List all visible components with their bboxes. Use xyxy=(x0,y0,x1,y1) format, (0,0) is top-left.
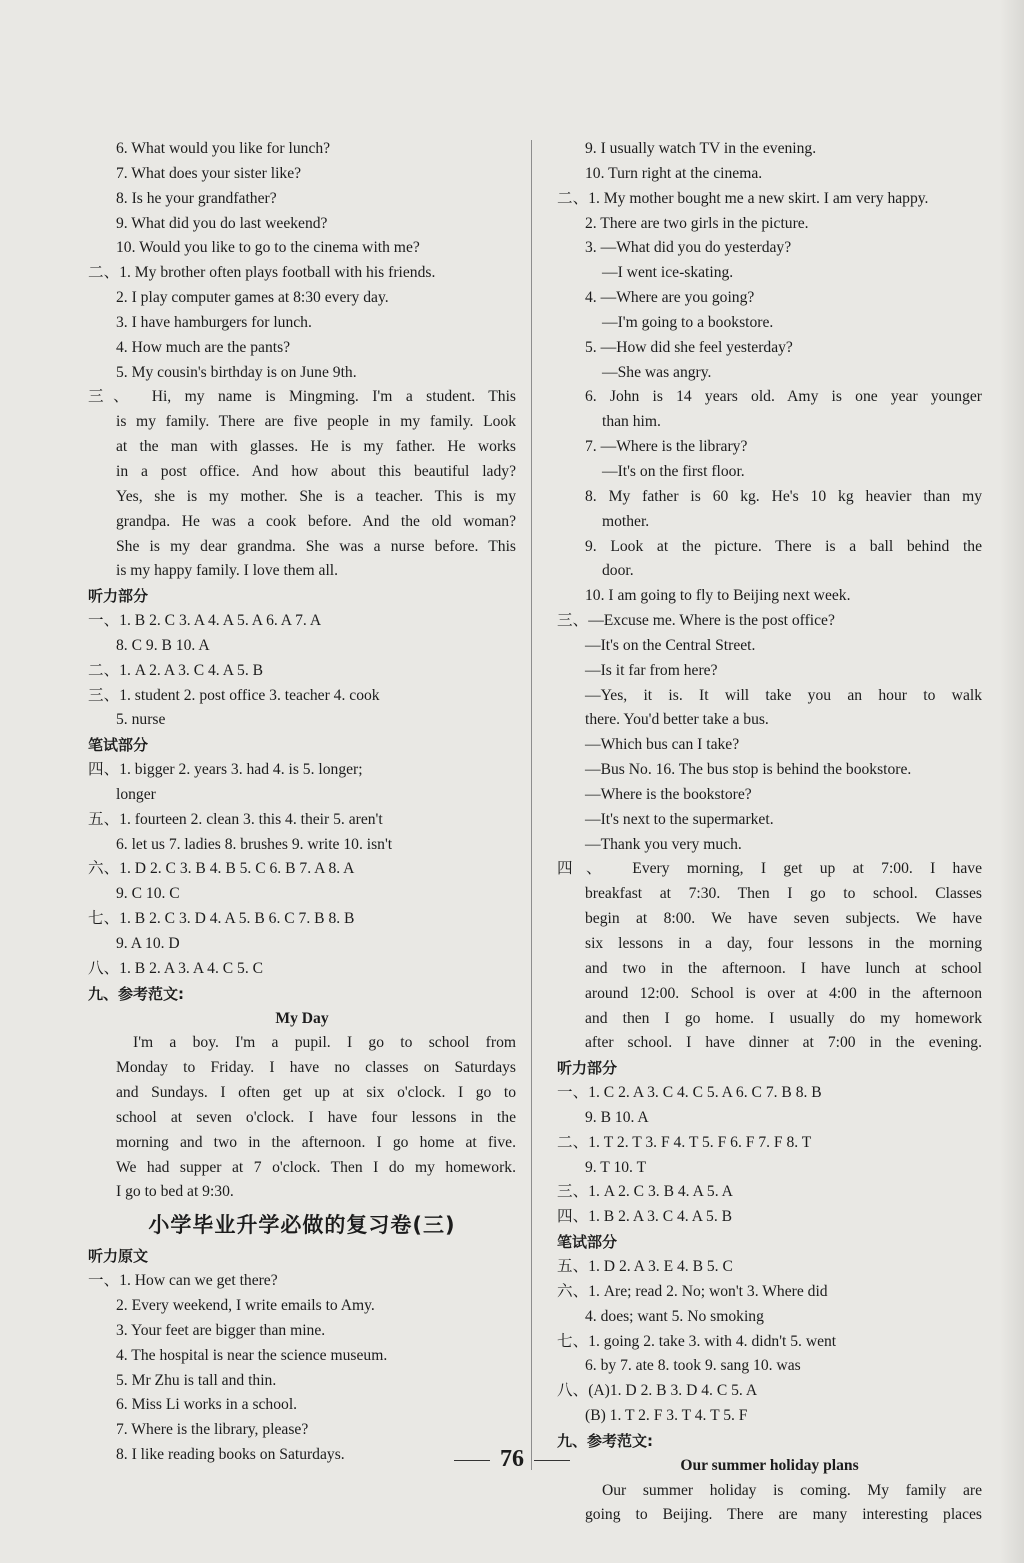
essay-title: My Day xyxy=(275,1009,329,1027)
text-line: I'm a boy. I'm a pupil. I go to school from xyxy=(133,1034,516,1052)
text-line: than him. xyxy=(602,413,661,431)
section-heading: 听力部分 xyxy=(88,587,149,606)
text-line: 三、 Hi, my name is Mingming. I'm a student. This xyxy=(88,388,516,406)
text-line: 8. Is he your grandfather? xyxy=(116,189,277,207)
text-line: 10. Would you like to go to the cinema with me? xyxy=(116,239,420,257)
section-heading: 听力部分 xyxy=(557,1059,618,1078)
page-number-dash-left xyxy=(454,1460,490,1461)
text-line: 四、1. bigger 2. years 3. had 4. is 5. longer; xyxy=(88,761,363,779)
text-line: 一、1. C 2. A 3. C 4. C 5. A 6. C 7. B 8. B xyxy=(557,1084,822,1102)
text-line: breakfast at 7:30. Then I go to school. Classes xyxy=(585,885,982,903)
section-heading: 九、参考范文: xyxy=(557,1431,653,1450)
text-line: 四、 Every morning, I get up at 7:00. I have xyxy=(557,860,982,878)
text-line: 6. John is 14 years old. Amy is one year younger xyxy=(585,388,982,406)
text-line: in a post office. And how about this beautiful lady? xyxy=(116,462,516,480)
text-line: 5. Mr Zhu is tall and thin. xyxy=(116,1371,277,1389)
column-divider xyxy=(531,140,532,1470)
text-line: —I'm going to a bookstore. xyxy=(602,313,774,331)
text-line: 八、1. B 2. A 3. A 4. C 5. C xyxy=(88,959,264,977)
text-line: and Sundays. I often get up at six o'clock. I go to xyxy=(116,1084,516,1102)
text-line: around 12:00. School is over at 4:00 in the afternoon xyxy=(585,984,982,1002)
text-line: 六、1. D 2. C 3. B 4. B 5. C 6. B 7. A 8. A xyxy=(88,860,355,878)
text-line: 二、1. A 2. A 3. C 4. A 5. B xyxy=(88,661,264,679)
text-line: 七、1. B 2. C 3. D 4. A 5. B 6. C 7. B 8. B xyxy=(88,910,355,928)
text-line: 三、—Excuse me. Where is the post office? xyxy=(557,612,835,630)
text-line: —Thank you very much. xyxy=(585,835,742,853)
text-line: 六、1. Are; read 2. No; won't 3. Where did xyxy=(557,1282,828,1300)
text-line: 6. Miss Li works in a school. xyxy=(116,1396,298,1414)
text-line: —She was angry. xyxy=(602,363,712,381)
text-line: 9. T 10. T xyxy=(585,1158,647,1176)
text-line: —It's next to the supermarket. xyxy=(585,810,774,828)
text-line: 8. C 9. B 10. A xyxy=(116,636,210,654)
text-line: (B) 1. T 2. F 3. T 4. T 5. F xyxy=(585,1407,748,1425)
left-column xyxy=(88,137,516,1468)
text-line: 2. I play computer games at 8:30 every day. xyxy=(116,289,389,307)
text-line: school at seven o'clock. I have four lessons in the xyxy=(116,1108,516,1126)
text-line: 9. What did you do last weekend? xyxy=(116,214,328,232)
text-line: 五、1. fourteen 2. clean 3. this 4. their 5. aren't xyxy=(88,810,383,828)
text-line: after school. I have dinner at 7:00 in the evening. xyxy=(585,1034,982,1052)
text-line: 七、1. going 2. take 3. with 4. didn't 5. went xyxy=(557,1332,837,1350)
text-line: 一、1. B 2. C 3. A 4. A 5. A 6. A 7. A xyxy=(88,612,322,630)
exam-title: 小学毕业升学必做的复习卷(三) xyxy=(148,1213,456,1238)
text-line: 9. Look at the picture. There is a ball behind the xyxy=(585,537,982,555)
text-line: 4. —Where are you going? xyxy=(585,289,755,307)
text-line: 2. There are two girls in the picture. xyxy=(585,214,809,232)
page-number-dash-right xyxy=(534,1460,570,1461)
text-line: Monday to Friday. I have no classes on Saturdays xyxy=(116,1059,516,1077)
text-line: 9. A 10. D xyxy=(116,935,180,952)
text-line: 8. My father is 60 kg. He's 10 kg heavier than my xyxy=(585,487,982,505)
text-line: 9. C 10. C xyxy=(116,885,180,903)
text-line: 10. Turn right at the cinema. xyxy=(585,164,763,182)
text-line: at the man with glasses. He is my father. He works xyxy=(116,438,516,456)
section-heading: 听力原文 xyxy=(88,1247,149,1266)
text-line: —It's on the Central Street. xyxy=(585,636,756,654)
text-line: mother. xyxy=(602,512,650,530)
section-heading: 笔试部分 xyxy=(557,1233,618,1252)
text-line: door. xyxy=(602,562,634,580)
text-line: 7. Where is the library, please? xyxy=(116,1421,309,1439)
text-line: 3. Your feet are bigger than mine. xyxy=(116,1321,326,1339)
section-heading: 笔试部分 xyxy=(88,736,149,755)
text-line: begin at 8:00. We have seven subjects. We have xyxy=(585,910,982,928)
text-line: morning and two in the afternoon. I go home at five. xyxy=(116,1133,516,1151)
text-line: 3. I have hamburgers for lunch. xyxy=(116,313,312,331)
text-line: and two in the afternoon. I have lunch at school xyxy=(585,959,982,977)
section-heading: 九、参考范文: xyxy=(88,984,184,1003)
text-line: 6. What would you like for lunch? xyxy=(116,140,331,157)
text-line: —Bus No. 16. The bus stop is behind the bookstore. xyxy=(585,761,912,779)
text-line: 4. How much are the pants? xyxy=(116,338,291,356)
text-line: 4. does; want 5. No smoking xyxy=(585,1307,764,1325)
text-line: 6. let us 7. ladies 8. brushes 9. write 10. isn't xyxy=(116,835,393,853)
text-line: 二、1. My brother often plays football with his friends. xyxy=(88,264,436,282)
text-line: 三、1. student 2. post office 3. teacher 4. cook xyxy=(88,686,380,704)
text-line: We had supper at 7 o'clock. Then I do my homework. xyxy=(116,1158,516,1176)
right-column xyxy=(557,137,982,1528)
text-line: I go to bed at 9:30. xyxy=(116,1183,234,1201)
text-line: 二、1. My mother bought me a new skirt. I am very happy. xyxy=(557,189,929,207)
text-line: 5. nurse xyxy=(116,711,166,729)
text-line: 2. Every weekend, I write emails to Amy. xyxy=(116,1296,375,1314)
text-line: Yes, she is my mother. She is a teacher. This is my xyxy=(116,487,516,505)
text-line: —I went ice-skating. xyxy=(602,264,734,282)
text-line: —Yes, it is. It will take you an hour to walk xyxy=(585,686,982,704)
text-line: 10. I am going to fly to Beijing next week. xyxy=(585,587,851,605)
text-line: —Is it far from here? xyxy=(585,661,718,679)
text-line: 5. My cousin's birthday is on June 9th. xyxy=(116,363,357,381)
page-number xyxy=(0,1446,1024,1473)
page-number-text: 76 xyxy=(500,1446,524,1472)
text-line: 9. B 10. A xyxy=(585,1108,649,1126)
text-line: 3. —What did you do yesterday? xyxy=(585,239,792,257)
text-line: there. You'd better take a bus. xyxy=(585,711,769,729)
text-line: 5. —How did she feel yesterday? xyxy=(585,338,793,356)
text-line: 三、1. A 2. C 3. B 4. A 5. A xyxy=(557,1183,733,1201)
text-line: 8. I like reading books on Saturdays. xyxy=(116,1446,345,1464)
page-edge-shadow xyxy=(1000,0,1024,1563)
text-line: 4. The hospital is near the science museum. xyxy=(116,1346,388,1364)
text-line: 6. by 7. ate 8. took 9. sang 10. was xyxy=(585,1357,801,1375)
text-line: —Which bus can I take? xyxy=(585,736,740,754)
text-line: 9. I usually watch TV in the evening. xyxy=(585,140,817,157)
text-line: grandpa. He was a cook before. And the old woman? xyxy=(116,512,516,530)
text-line: 一、1. How can we get there? xyxy=(88,1272,278,1290)
text-line: going to Beijing. There are many interesting places xyxy=(585,1506,982,1524)
text-line: 四、1. B 2. A 3. C 4. A 5. B xyxy=(557,1208,733,1226)
text-line: longer xyxy=(116,785,156,803)
text-line: She is my dear grandma. She was a nurse before. This xyxy=(116,537,516,555)
text-line: 7. What does your sister like? xyxy=(116,164,302,182)
text-line: 7. —Where is the library? xyxy=(585,438,748,456)
text-line: 八、(A)1. D 2. B 3. D 4. C 5. A xyxy=(557,1382,758,1400)
text-line: 二、1. T 2. T 3. F 4. T 5. F 6. F 7. F 8. T xyxy=(557,1133,812,1151)
text-line: is my family. There are five people in my family. Look xyxy=(116,413,516,431)
text-line: Our summer holiday is coming. My family are xyxy=(602,1481,982,1499)
text-line: —It's on the first floor. xyxy=(602,462,745,480)
text-line: —Where is the bookstore? xyxy=(585,785,752,803)
text-line: six lessons in a day, four lessons in the morning xyxy=(585,935,982,952)
text-line: and then I go home. I usually do my homework xyxy=(585,1009,982,1027)
text-line: 五、1. D 2. A 3. E 4. B 5. C xyxy=(557,1257,733,1275)
text-line: is my happy family. I love them all. xyxy=(116,562,339,580)
essay-title: Our summer holiday plans xyxy=(680,1456,859,1474)
